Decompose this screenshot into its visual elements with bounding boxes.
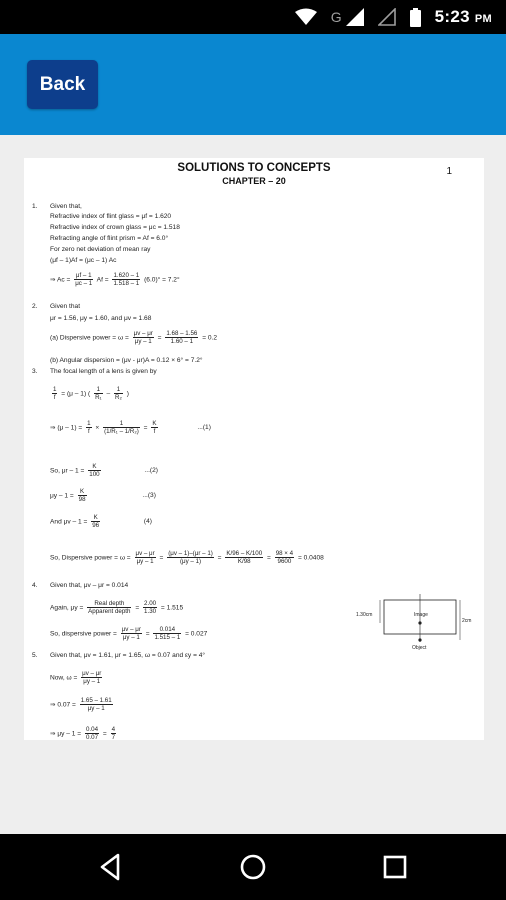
fraction (112, 272, 140, 287)
depth-diagram (356, 594, 472, 654)
numerator: 1 (53, 386, 57, 393)
text-line: Given that, (50, 203, 82, 210)
denominator: K/98 (237, 558, 251, 565)
fraction (121, 626, 142, 641)
fraction (133, 330, 154, 345)
numerator: 0.014 (153, 626, 181, 634)
numerator: (μv – 1)–(μr – 1) (168, 550, 213, 557)
numerator: 1 (114, 386, 123, 394)
problem-number: 4. (32, 582, 38, 589)
status-bar (0, 0, 506, 34)
equation-text: So, dispersive power = (50, 630, 117, 638)
fraction (94, 386, 103, 401)
equation-line (50, 488, 156, 503)
equation-line (50, 463, 158, 478)
document-page[interactable] (24, 158, 484, 740)
nav-recents-icon[interactable] (380, 852, 410, 882)
numerator: μv – μr (121, 626, 141, 633)
fraction (225, 550, 263, 565)
numerator: Real depth (87, 600, 131, 608)
fraction (74, 272, 93, 287)
numerator: 4 (111, 726, 116, 733)
numerator: 1 (87, 420, 91, 427)
numerator: 1.620 – 1 (113, 272, 140, 279)
denominator: μy – 1 (122, 634, 140, 641)
denominator: 1.518 – 1 (113, 280, 140, 287)
fraction (85, 726, 99, 740)
numerator: K (152, 420, 157, 427)
nav-back-icon[interactable] (96, 852, 126, 882)
equation-line (50, 514, 152, 529)
equation-text: Now, ω = (50, 674, 78, 682)
fraction (103, 420, 140, 435)
text-line: (b) Angular dispersion = (μv - μr)A = 0.12 × 6° = 7.2° (50, 357, 203, 364)
numerator: 1 (94, 386, 103, 394)
text-line: Refractive index of crown glass = μc = 1.518 (50, 224, 180, 231)
text-line: Refractive index of flint glass = μf = 1.620 (50, 213, 172, 220)
equation-line: So, dispersive power = $\frac{\mu v - \mu r}{\mu y - 1}$ = $\frac{0.014}{1.515 - 1}$ = 0.027 (50, 626, 208, 641)
equation-text: = 1.515 (160, 604, 184, 612)
equation-line: $\frac{1}{f}$ = (μ – 1) ( $\frac{1}{\text{R₁}}$ – $\frac{1}{\text{R₂}}$ ) (53, 386, 129, 401)
problem-number: 2. (32, 303, 38, 310)
numerator: 1.68 – 1.56 (166, 330, 198, 337)
wifi-icon (295, 8, 317, 26)
fraction (78, 488, 87, 503)
fraction (114, 386, 123, 401)
text-line: Given that, μv = 1.61, μr = 1.65, ω = 0.07 and εy = 4° (50, 652, 206, 659)
fraction (87, 600, 131, 615)
equation-text: ⇒ 0.07 = (50, 701, 76, 709)
denominator: Apparent depth (88, 608, 131, 615)
numerator: K (78, 488, 87, 496)
denominator: f (87, 428, 90, 435)
diagram-label-object: Object (412, 645, 427, 651)
numerator: μf – 1 (75, 272, 92, 279)
fraction (167, 550, 214, 565)
diagram-label-right: 2cm (462, 618, 472, 624)
equation-text: μy – 1 = (50, 492, 74, 500)
denominator: 1.515 – 1 (154, 634, 181, 641)
equation-line (50, 697, 115, 712)
equation-ref: (4) (143, 518, 152, 526)
document-page-number: 1 (446, 166, 452, 177)
numerator: 2.00 (144, 600, 157, 607)
denominator: 1.60 – 1 (170, 338, 194, 345)
status-icons (295, 6, 492, 28)
numerator: 98 × 4 (275, 550, 294, 557)
fraction (80, 697, 113, 712)
numerator: K/96 – K/100 (226, 550, 263, 557)
diagram-label-image: Image (414, 612, 428, 618)
clock-time: 5:23 (434, 7, 470, 26)
equation-text: So, μr – 1 = (50, 467, 85, 475)
equation-text: (6.0)° = 7.2° (144, 276, 180, 284)
fraction (151, 420, 157, 435)
text-line: Given that, μv – μr = 0.014 (50, 582, 129, 589)
equation-text: = 0.0408 (297, 554, 324, 562)
numerator: 0.04 (85, 726, 99, 733)
fraction (153, 626, 181, 641)
signal-icon (346, 8, 364, 26)
equation-ref: ...(1) (197, 424, 211, 432)
denominator: f (53, 394, 56, 401)
denominator: 98 (78, 496, 86, 503)
equation-line: ⇒ μy – 1 = $\frac{0.04}{0.07}$ = $\frac{4}{7}$ (50, 726, 116, 740)
denominator: 0.07 (85, 734, 99, 740)
diagram-label-left: 1.30cm (356, 612, 373, 618)
denominator: R₂ (114, 394, 122, 401)
equation-line: So, Dispersive power = ω = $\frac{\mu v - \mu r}{\mu y - 1}$ = $\frac{(\mu v - 1)-(\mu r - 1)}{(\mu y - 1)}$ = $\frac{K/96 - K/100}{K/98}$ = $\frac{98 \times 4}{9600}$ = 0.0408 (50, 550, 324, 565)
denominator: (1/R₁ – 1/R₂) (104, 428, 139, 435)
signal-empty-icon (378, 8, 396, 26)
denominator: (μy – 1) (179, 558, 202, 565)
fraction (111, 726, 116, 740)
denominator: 96 (92, 522, 100, 529)
fraction (143, 600, 157, 615)
clock-meridiem: PM (474, 13, 492, 25)
problem-number: 3. (32, 368, 38, 375)
denominator: μy – 1 (83, 678, 101, 685)
document-subtitle: CHAPTER – 20 (222, 176, 286, 186)
denominator: μc – 1 (75, 280, 93, 287)
denominator: μy – 1 (134, 338, 152, 345)
equation-line: (a) Dispersive power = ω = $\frac{\mu v - \mu r}{\mu y - 1}$ = $\frac{1.68 - 1.56}{1.60 - 1}$ = 0.2 (50, 330, 218, 345)
text-line: Given that (50, 303, 81, 310)
equation-line: ⇒ (μ – 1) = $\frac{1}{f}$ × $\frac{1}{\text{(1/R₁ – 1/R₂)}}$ = $\frac{K}{f}$ ...(1) (50, 420, 211, 435)
equation-text: Af = (96, 276, 109, 284)
denominator: 7 (111, 734, 116, 740)
text-line: (μf – 1)Af = (μc – 1) Ac (50, 257, 117, 264)
app-bar (0, 34, 506, 135)
denominator: R₁ (95, 394, 102, 401)
equation-text: ⇒ Ac = (50, 276, 71, 284)
equation-ref: ...(2) (144, 467, 158, 475)
back-button[interactable]: Back (27, 60, 98, 109)
navigation-bar (0, 834, 506, 900)
fraction (275, 550, 294, 565)
numerator: μv – μr (82, 670, 102, 677)
problem-number: 5. (32, 652, 38, 659)
equation-text: ⇒ (μ – 1) = (50, 424, 83, 432)
equation-text: = (μ – 1) (61, 390, 87, 398)
denominator: μy – 1 (136, 558, 154, 565)
denominator: μy – 1 (87, 705, 105, 712)
equation-ref: ...(3) (142, 492, 156, 500)
battery-icon (410, 8, 421, 27)
text-line: For zero net deviation of mean ray (50, 246, 151, 253)
equation-line (50, 272, 180, 287)
denominator: 100 (89, 471, 100, 478)
numerator: 1 (103, 420, 140, 428)
fraction (81, 670, 102, 685)
nav-home-icon[interactable] (238, 852, 268, 882)
numerator: 1.65 – 1.61 (80, 697, 112, 704)
numerator: K (88, 463, 100, 471)
equation-text: ⇒ μy – 1 = (50, 730, 82, 738)
fraction (88, 463, 100, 478)
text-line: Refracting angle of flint prism = Af = 6.0° (50, 235, 169, 242)
equation-text: = 0.027 (185, 630, 208, 638)
status-clock (435, 7, 492, 27)
equation-text: And μv – 1 = (50, 518, 88, 526)
equation-text: (a) Dispersive power = ω = (50, 334, 129, 342)
equation-text: So, Dispersive power = ω = (50, 554, 131, 562)
equation-text: = 0.2 (202, 334, 218, 342)
network-type-label: G (330, 9, 342, 25)
equation-line (50, 670, 104, 685)
numerator: μv – μr (133, 330, 153, 337)
numerator: μv – μr (135, 550, 155, 557)
equation-text: Again, μy = (50, 604, 84, 612)
fraction (165, 330, 198, 345)
numerator: K (91, 514, 100, 522)
denominator: 1.30 (144, 608, 157, 615)
fraction (135, 550, 156, 565)
fraction (91, 514, 100, 529)
denominator: 9600 (277, 558, 292, 565)
document-title: SOLUTIONS TO CONCEPTS (177, 162, 331, 174)
problem-number: 1. (32, 203, 38, 210)
fraction (52, 386, 57, 401)
text-line: The focal length of a lens is given by (50, 368, 157, 375)
denominator: f (153, 428, 156, 435)
text-line: μr = 1.56, μy = 1.60, and μv = 1.68 (50, 315, 152, 322)
equation-line: Again, μy = $\frac{\text{Real depth}}{\text{Apparent depth}}$ = $\frac{2.00}{1.30}$ = 1.515 (50, 600, 184, 615)
fraction (86, 420, 91, 435)
